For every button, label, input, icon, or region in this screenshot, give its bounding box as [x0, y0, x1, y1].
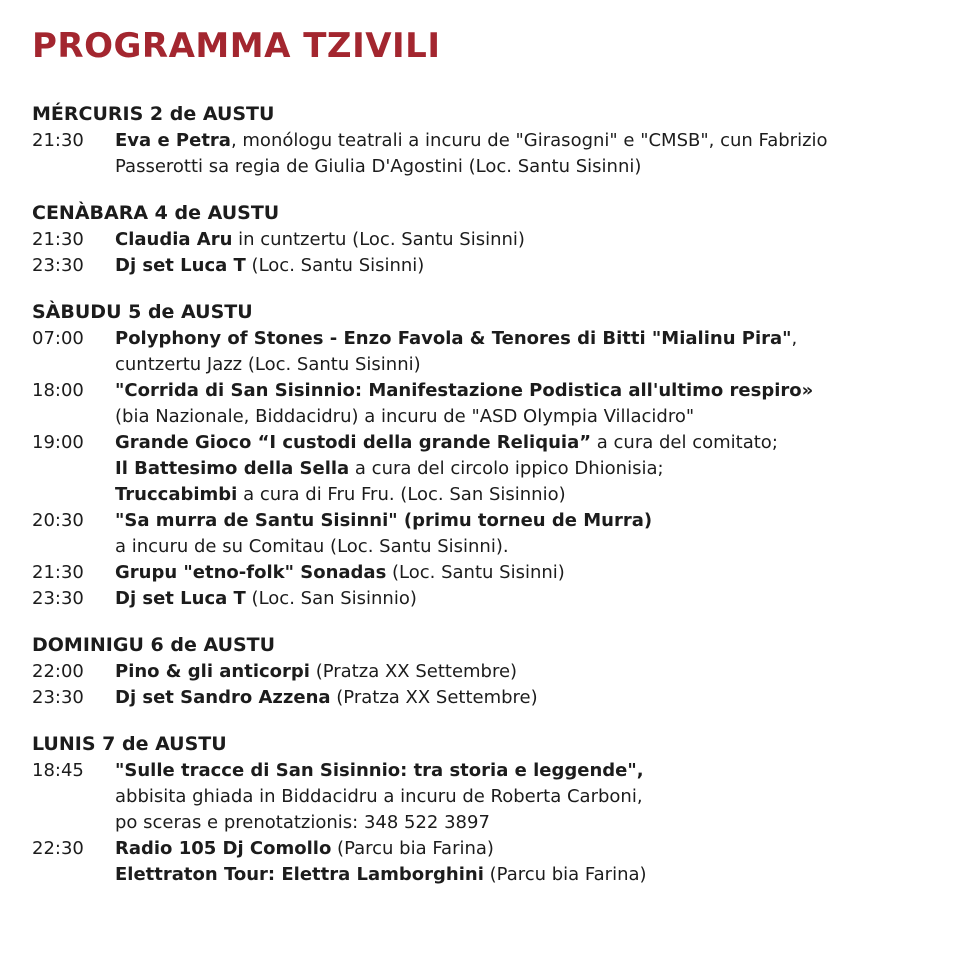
event-title: Claudia Aru [115, 229, 233, 250]
event-time: 23:30 [32, 588, 84, 609]
event-line [115, 534, 932, 560]
event-item [32, 758, 932, 836]
event-title: Grande Gioco “I custodi della grande Reliquia” [115, 432, 592, 453]
event-line [115, 456, 932, 482]
event-detail: abbisita ghiada in Biddacidru a incuru de Roberta Carboni, [115, 786, 643, 807]
event-line [115, 128, 932, 154]
event-line [115, 685, 932, 711]
event-time: 23:30 [32, 687, 84, 708]
event-description [115, 836, 932, 888]
event-title: Polyphony of Stones - Enzo Favola & Tenores di Bitti "Mialinu Pira" [115, 328, 792, 349]
event-detail: a incuru de su Comitau (Loc. Santu Sisinni). [115, 536, 509, 557]
event-item [32, 430, 932, 508]
program-list [32, 101, 932, 908]
event-item [32, 508, 932, 560]
event-title: Eva e Petra [115, 130, 231, 151]
event-title: Elettraton Tour: Elettra Lamborghini [115, 864, 484, 885]
day-heading: SÀBUDU 5 de AUSTU [32, 301, 253, 323]
event-description [115, 659, 932, 685]
event-title: "Sulle tracce di San Sisinnio: tra storia e leggende", [115, 760, 644, 781]
event-line [115, 810, 932, 836]
event-item [32, 586, 932, 612]
event-line [115, 404, 932, 430]
event-detail: po sceras e prenotatzionis: 348 522 3897 [115, 812, 490, 833]
day-section [32, 101, 932, 180]
page-title: PROGRAMMA TZIVILI [32, 26, 441, 66]
event-time: 21:30 [32, 562, 84, 583]
event-detail: in cuntzertu (Loc. Santu Sisinni) [232, 229, 525, 250]
day-heading: LUNIS 7 de AUSTU [32, 733, 227, 755]
event-detail: (Loc. Santu Sisinni) [386, 562, 565, 583]
day-section [32, 299, 932, 612]
event-description [115, 586, 932, 612]
event-item [32, 326, 932, 378]
event-line [115, 560, 932, 586]
event-time: 20:30 [32, 510, 84, 531]
event-item [32, 128, 932, 180]
event-time: 18:00 [32, 380, 84, 401]
event-item [32, 227, 932, 253]
event-time: 18:45 [32, 760, 84, 781]
event-time: 19:00 [32, 432, 84, 453]
day-heading: DOMINIGU 6 de AUSTU [32, 634, 276, 656]
event-line [115, 227, 932, 253]
event-detail: (Parcu bia Farina) [331, 838, 494, 859]
event-line [115, 430, 932, 456]
event-item [32, 378, 932, 430]
day-section [32, 200, 932, 279]
event-description [115, 253, 932, 279]
event-detail: (Parcu bia Farina) [483, 864, 647, 885]
event-title: "Corrida di San Sisinnio: Manifestazione Podistica all'ultimo respiro» [115, 380, 814, 401]
event-item [32, 659, 932, 685]
event-title: "Sa murra de Santu Sisinni" (primu torneu de Murra) [115, 510, 653, 531]
event-description [115, 378, 932, 430]
event-line [115, 862, 932, 888]
event-detail: a cura del circolo ippico Dhionisia; [349, 458, 664, 479]
event-title: Grupu "etno-folk" Sonadas [115, 562, 387, 583]
event-description [115, 430, 932, 508]
event-line [115, 378, 932, 404]
event-detail: , [791, 328, 798, 349]
event-description [115, 508, 932, 560]
event-detail: cuntzertu Jazz (Loc. Santu Sisinni) [115, 354, 421, 375]
event-time: 23:30 [32, 255, 84, 276]
event-line [115, 154, 932, 180]
event-detail: (Loc. Santu Sisinni) [245, 255, 425, 276]
event-detail: a cura di Fru Fru. (Loc. San Sisinnio) [237, 484, 566, 505]
event-line [115, 836, 932, 862]
event-item [32, 560, 932, 586]
event-title: Radio 105 Dj Comollo [115, 838, 332, 859]
event-item [32, 253, 932, 279]
event-detail: (bia Nazionale, Biddacidru) a incuru de "ASD Olympia Villacidro" [115, 406, 695, 427]
day-section [32, 731, 932, 888]
event-description [115, 560, 932, 586]
event-line [115, 508, 932, 534]
day-heading: MÉRCURIS 2 de AUSTU [32, 103, 275, 125]
event-time: 22:00 [32, 661, 84, 682]
event-line [115, 482, 932, 508]
event-description [115, 227, 932, 253]
event-description [115, 685, 932, 711]
event-detail: Passerotti sa regia de Giulia D'Agostini (Loc. Santu Sisinni) [115, 156, 642, 177]
event-time: 07:00 [32, 328, 84, 349]
event-line [115, 352, 932, 378]
event-detail: , monólogu teatrali a incuru de "Girasogni" e "CMSB", cun Fabrizio [230, 130, 828, 151]
event-detail: (Loc. San Sisinnio) [245, 588, 417, 609]
event-detail: (Pratza XX Settembre) [309, 661, 518, 682]
event-item [32, 836, 932, 888]
event-time: 21:30 [32, 130, 84, 151]
event-title: Dj set Luca T [115, 255, 246, 276]
event-title: Dj set Luca T [115, 588, 246, 609]
event-description [115, 128, 932, 180]
event-time: 22:30 [32, 838, 84, 859]
event-title: Il Battesimo della Sella [115, 458, 350, 479]
event-line [115, 586, 932, 612]
event-line [115, 784, 932, 810]
event-description [115, 758, 932, 836]
event-title: Pino & gli anticorpi [115, 661, 310, 682]
event-item [32, 685, 932, 711]
event-time: 21:30 [32, 229, 84, 250]
event-title: Dj set Sandro Azzena [115, 687, 331, 708]
event-detail: a cura del comitato; [591, 432, 778, 453]
event-title: Truccabimbi [115, 484, 238, 505]
event-line [115, 253, 932, 279]
event-line [115, 659, 932, 685]
day-section [32, 632, 932, 711]
event-line [115, 758, 932, 784]
event-detail: (Pratza XX Settembre) [330, 687, 538, 708]
event-line [115, 326, 932, 352]
event-description [115, 326, 932, 378]
day-heading: CENÀBARA 4 de AUSTU [32, 202, 280, 224]
